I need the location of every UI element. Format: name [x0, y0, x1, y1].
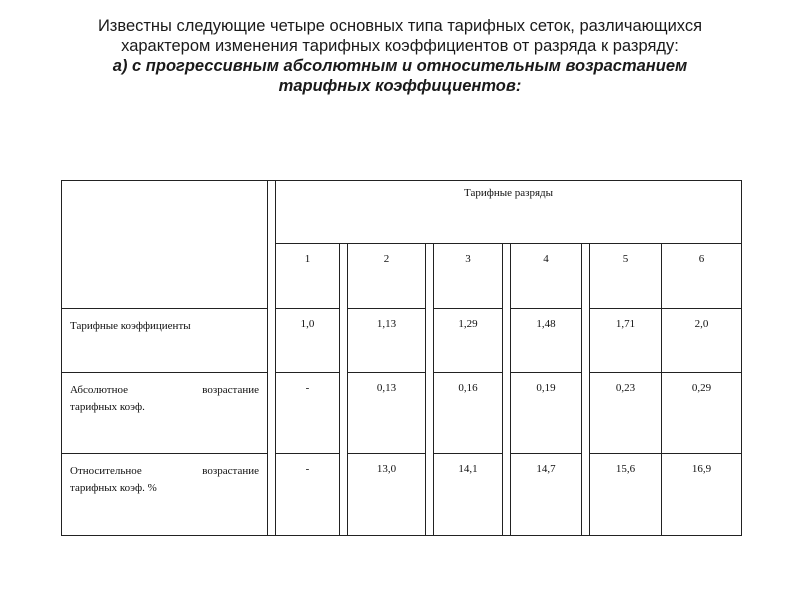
table-cell: 0,13	[348, 373, 426, 454]
column-divider	[426, 244, 434, 536]
table-cell: 0,29	[662, 373, 742, 454]
table-cell: 14,1	[434, 454, 503, 536]
table-cell: -	[276, 454, 340, 536]
table-cell: 13,0	[348, 454, 426, 536]
table-row	[62, 309, 742, 373]
column-divider	[268, 181, 276, 536]
table-cell: -	[276, 373, 340, 454]
table-cell: 14,7	[511, 454, 582, 536]
table-cell: 2,0	[662, 309, 742, 373]
table-cell: 0,23	[590, 373, 662, 454]
table-cell: 1,29	[434, 309, 503, 373]
table-cell: 15,6	[590, 454, 662, 536]
table-header-row	[62, 181, 742, 244]
table-row	[62, 373, 742, 454]
grade-cell: 2	[348, 244, 426, 309]
heading-subtitle-line-1: а) с прогрессивным абсолютным и относительным возрастанием	[112, 57, 688, 75]
grades-group-header	[276, 181, 742, 244]
table-row	[62, 454, 742, 536]
table-cell: 1,48	[511, 309, 582, 373]
table-cell: 1,13	[348, 309, 426, 373]
corner-cell	[62, 181, 268, 309]
heading-line-1: Известны следующие четыре основных типа тарифных сеток, различающихся	[97, 17, 703, 35]
column-divider	[340, 244, 348, 536]
row-label	[62, 373, 268, 454]
slide-heading	[40, 16, 760, 96]
heading-line-2: характером изменения тарифных коэффициентов от разряда к разряду:	[121, 37, 679, 55]
table-cell: 16,9	[662, 454, 742, 536]
column-divider	[503, 244, 511, 536]
table-cell: 1,71	[590, 309, 662, 373]
row-label: Тарифные коэффициенты	[62, 309, 268, 373]
grades-group-header-text: Тарифные разряды	[464, 187, 554, 199]
column-divider	[582, 244, 590, 536]
grade-cell: 4	[511, 244, 582, 309]
tariff-table	[61, 180, 742, 536]
table-cell: 0,19	[511, 373, 582, 454]
table-cell: 1,0	[276, 309, 340, 373]
row-label	[62, 454, 268, 536]
heading-subtitle-line-2: тарифных коэффициентов:	[278, 77, 522, 95]
row-label-text: Абсолютное возрастание тарифных коэф.	[70, 384, 259, 413]
grade-cell: 1	[276, 244, 340, 309]
grade-cell: 5	[590, 244, 662, 309]
grade-cell: 3	[434, 244, 503, 309]
row-label-text: Относительное возрастание тарифных коэф. %	[70, 465, 259, 494]
table-cell: 0,16	[434, 373, 503, 454]
grade-cell: 6	[662, 244, 742, 309]
